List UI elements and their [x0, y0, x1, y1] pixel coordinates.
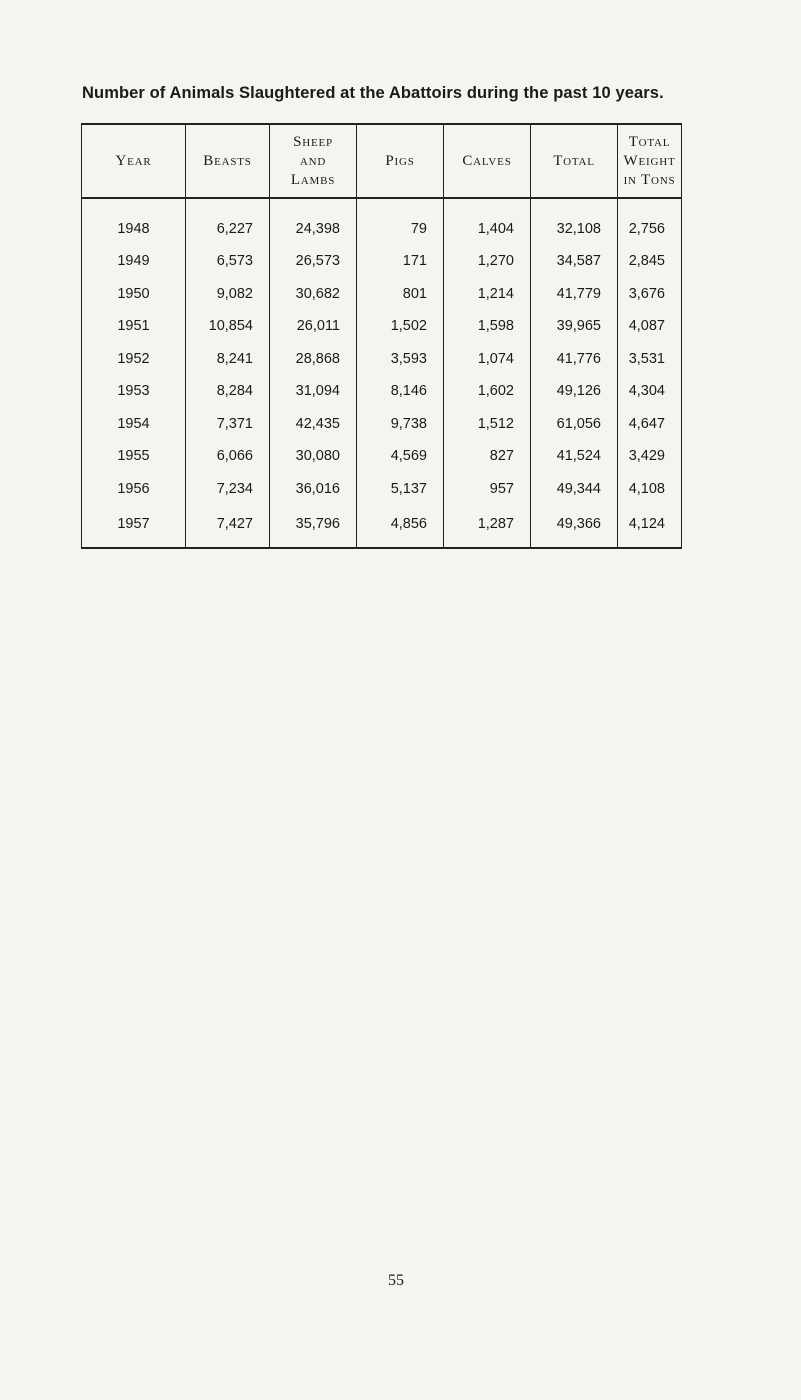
table-cell: 61,056 [531, 408, 618, 441]
table-cell: 6,227 [186, 198, 270, 245]
table-cell: 9,082 [186, 278, 270, 311]
year-cell: 1954 [82, 408, 186, 441]
year-cell: 1951 [82, 310, 186, 343]
table-cell: 30,682 [270, 278, 357, 311]
table-cell: 30,080 [270, 440, 357, 473]
table-row [82, 408, 682, 441]
table-cell: 24,398 [270, 198, 357, 245]
table-header-row [82, 124, 682, 198]
table-cell: 26,011 [270, 310, 357, 343]
table-cell: 41,779 [531, 278, 618, 311]
table-cell: 39,965 [531, 310, 618, 343]
table-cell: 3,676 [618, 278, 682, 311]
table-cell: 5,137 [357, 473, 444, 506]
table-cell: 42,435 [270, 408, 357, 441]
year-cell: 1950 [82, 278, 186, 311]
table-cell: 7,371 [186, 408, 270, 441]
table-cell: 3,593 [357, 343, 444, 376]
table-cell: 6,066 [186, 440, 270, 473]
table-cell: 7,234 [186, 473, 270, 506]
table-cell: 1,270 [444, 245, 531, 278]
animals-slaughtered-table [81, 123, 682, 549]
table-cell: 4,569 [357, 440, 444, 473]
table-cell: 8,241 [186, 343, 270, 376]
year-cell: 1948 [82, 198, 186, 245]
table-cell: 10,854 [186, 310, 270, 343]
header-beasts: Beasts [186, 124, 270, 198]
header-total: Total [531, 124, 618, 198]
table-cell: 7,427 [186, 505, 270, 548]
table-row [82, 505, 682, 548]
table-cell: 49,126 [531, 375, 618, 408]
year-cell: 1957 [82, 505, 186, 548]
page-number: 55 [388, 1272, 404, 1289]
table-cell: 28,868 [270, 343, 357, 376]
table-cell: 8,146 [357, 375, 444, 408]
table-body [82, 198, 682, 548]
table-cell: 8,284 [186, 375, 270, 408]
table-cell: 41,776 [531, 343, 618, 376]
table-cell: 9,738 [357, 408, 444, 441]
table-cell: 1,287 [444, 505, 531, 548]
table-cell: 4,108 [618, 473, 682, 506]
table-cell: 4,124 [618, 505, 682, 548]
table-cell: 49,366 [531, 505, 618, 548]
table-cell: 31,094 [270, 375, 357, 408]
table-cell: 41,524 [531, 440, 618, 473]
table-cell: 1,214 [444, 278, 531, 311]
table-cell: 1,074 [444, 343, 531, 376]
table-cell: 36,016 [270, 473, 357, 506]
table-row [82, 473, 682, 506]
table-cell: 1,598 [444, 310, 531, 343]
table-row [82, 245, 682, 278]
table-row [82, 375, 682, 408]
table-cell: 49,344 [531, 473, 618, 506]
table-cell: 2,845 [618, 245, 682, 278]
table-row [82, 278, 682, 311]
header-calves: Calves [444, 124, 531, 198]
table-row [82, 440, 682, 473]
year-cell: 1953 [82, 375, 186, 408]
table-row [82, 198, 682, 245]
header-total-weight: Total Weight in Tons [618, 124, 682, 198]
year-cell: 1949 [82, 245, 186, 278]
table-cell: 34,587 [531, 245, 618, 278]
table-cell: 1,512 [444, 408, 531, 441]
year-cell: 1952 [82, 343, 186, 376]
table-cell: 171 [357, 245, 444, 278]
table-cell: 32,108 [531, 198, 618, 245]
table-cell: 35,796 [270, 505, 357, 548]
header-sheep-and-lambs: Sheep and Lambs [270, 124, 357, 198]
year-cell: 1956 [82, 473, 186, 506]
year-cell: 1955 [82, 440, 186, 473]
table-cell: 79 [357, 198, 444, 245]
header-year: Year [82, 124, 186, 198]
table-cell: 2,756 [618, 198, 682, 245]
table-cell: 3,531 [618, 343, 682, 376]
table-row [82, 343, 682, 376]
table-cell: 6,573 [186, 245, 270, 278]
table-row [82, 310, 682, 343]
table-cell: 4,304 [618, 375, 682, 408]
table-cell: 1,602 [444, 375, 531, 408]
table-cell: 3,429 [618, 440, 682, 473]
table-cell: 4,856 [357, 505, 444, 548]
page-title: Number of Animals Slaughtered at the Abattoirs during the past 10 years. [82, 84, 664, 102]
table-cell: 1,502 [357, 310, 444, 343]
table-cell: 4,647 [618, 408, 682, 441]
table-cell: 957 [444, 473, 531, 506]
table-cell: 1,404 [444, 198, 531, 245]
table-cell: 827 [444, 440, 531, 473]
table-cell: 4,087 [618, 310, 682, 343]
table-cell: 801 [357, 278, 444, 311]
table-cell: 26,573 [270, 245, 357, 278]
header-pigs: Pigs [357, 124, 444, 198]
